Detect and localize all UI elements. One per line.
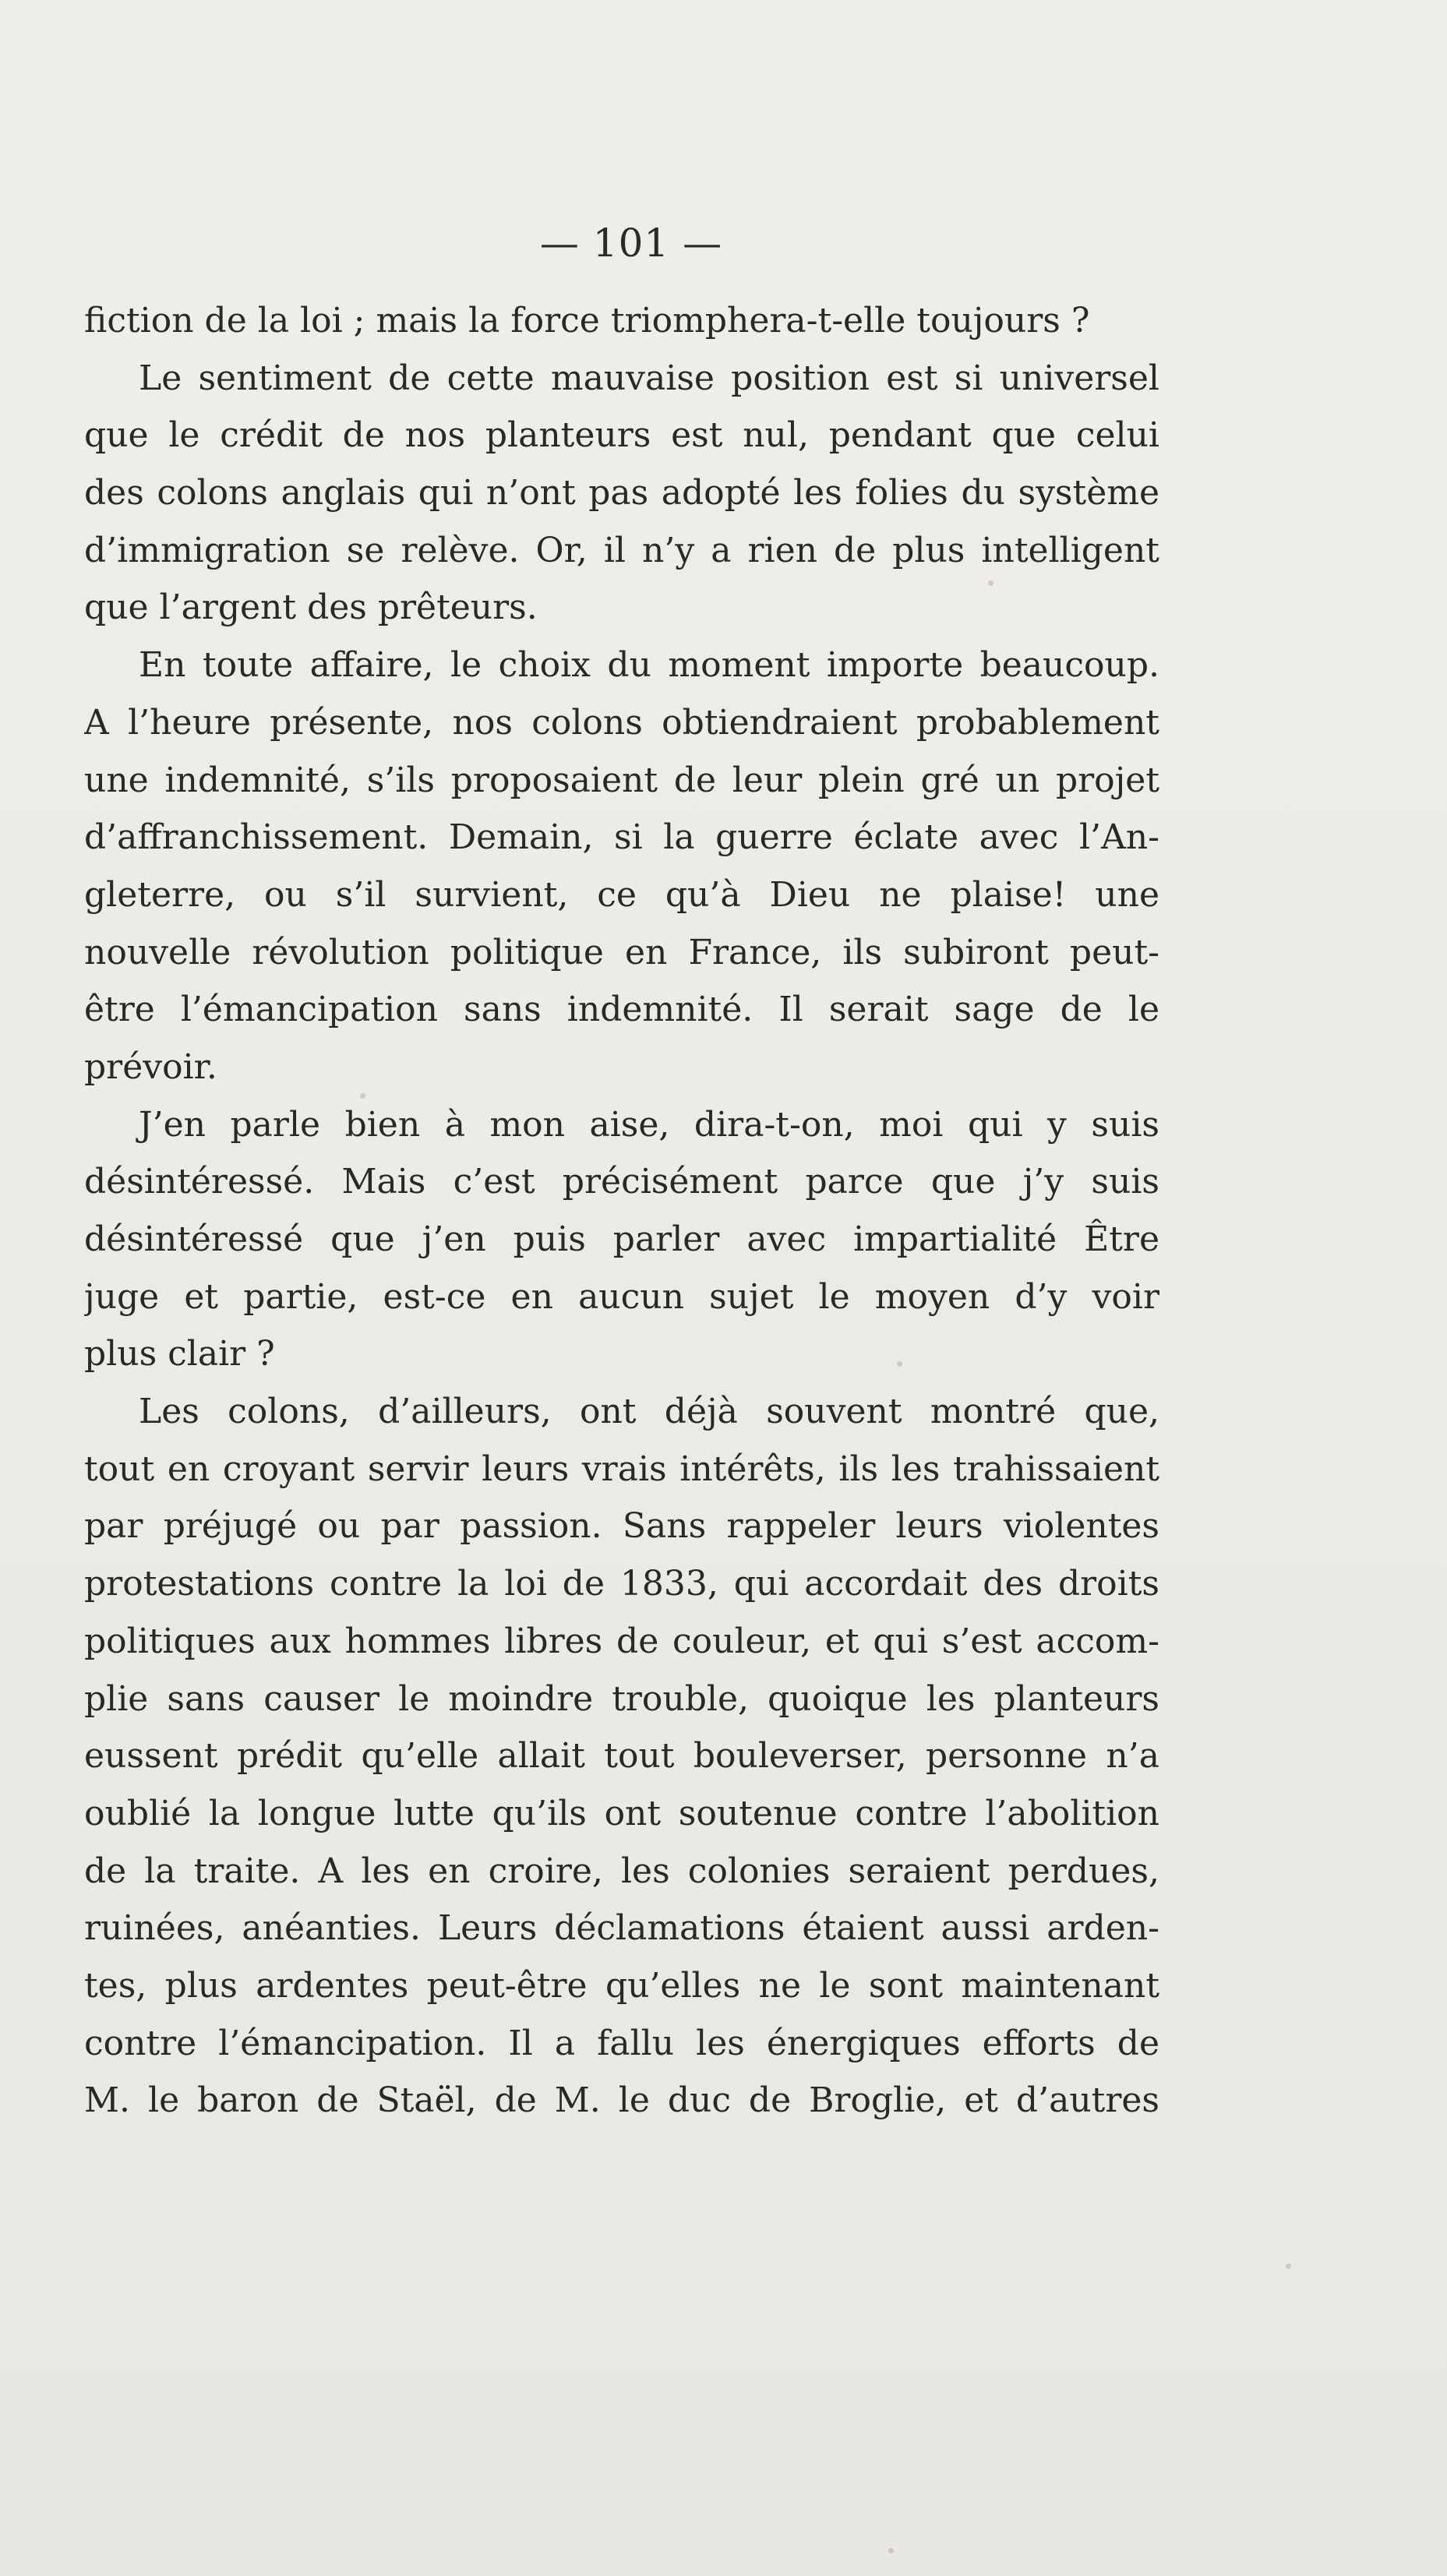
text-line: contre l’émancipation. Il a fallu les énergiques efforts de: [84, 2023, 1159, 2063]
text-line: Le sentiment de cette mauvaise position est si universel: [139, 358, 1159, 398]
text-line: prévoir.: [84, 1046, 217, 1087]
text-line: que l’argent des prêteurs.: [84, 588, 538, 628]
paper-speck: [360, 1093, 365, 1099]
text-line: désintéressé. Mais c’est précisément parce que j’y suis: [84, 1162, 1159, 1202]
text-line: désintéressé que j’en puis parler avec impartialité Être: [84, 1219, 1159, 1259]
text-line: être l’émancipation sans indemnité. Il serait sage de le: [84, 990, 1159, 1030]
text-line: tes, plus ardentes peut-être qu’elles ne le sont maintenant: [84, 1965, 1159, 2006]
paper-speck: [888, 2548, 894, 2553]
text-line: protestations contre la loi de 1833, qui accordait des droits: [84, 1564, 1159, 1604]
text-line: J’en parle bien à mon aise, dira-t-on, moi qui y suis: [139, 1104, 1159, 1145]
text-line: des colons anglais qui n’ont pas adopté les folies du système: [84, 473, 1159, 513]
text-line: juge et partie, est-ce en aucun sujet le moyen d’y voir: [84, 1276, 1159, 1317]
paper-speck: [897, 1361, 902, 1367]
text-line: par préjugé ou par passion. Sans rappeler leurs violentes: [84, 1506, 1159, 1547]
text-line: nouvelle révolution politique en France, ils subiront peut-: [84, 932, 1159, 972]
text-line: ruinées, anéanties. Leurs déclamations étaient aussi arden-: [84, 1908, 1159, 1949]
text-line: d’immigration se relève. Or, il n’y a rien de plus intelligent: [84, 530, 1159, 570]
body-text: [84, 292, 1159, 2130]
text-line: une indemnité, s’ils proposaient de leur plein gré un projet: [84, 760, 1159, 800]
paper-speck: [988, 580, 993, 586]
text-line: M. le baron de Staël, de M. le duc de Broglie, et d’autres: [84, 2080, 1159, 2121]
text-line: tout en croyant servir leurs vrais intérêts, ils les trahissaient: [84, 1449, 1159, 1489]
text-line: plie sans causer le moindre trouble, quoique les planteurs: [84, 1678, 1159, 1719]
text-line: politiques aux hommes libres de couleur, et qui s’est accom-: [84, 1621, 1159, 1661]
text-line: plus clair ?: [84, 1334, 275, 1374]
text-line: oublié la longue lutte qu’ils ont soutenue contre l’abolition: [84, 1793, 1159, 1833]
text-line: d’affranchissement. Demain, si la guerre éclate avec l’An-: [84, 817, 1159, 858]
text-line: fiction de la loi ; mais la force triomphera-t-elle toujours ?: [84, 301, 1090, 341]
text-line: En toute affaire, le choix du moment importe beaucoup.: [139, 645, 1159, 686]
text-line: de la traite. A les en croire, les colonies seraient perdues,: [84, 1851, 1159, 1891]
text-line: que le crédit de nos planteurs est nul, pendant que celui: [84, 415, 1159, 456]
paper-speck: [1286, 2264, 1291, 2269]
page-number: — 101 —: [539, 221, 723, 266]
text-line: A l’heure présente, nos colons obtiendraient probablement: [84, 702, 1159, 743]
text-line: eussent prédit qu’elle allait tout bouleverser, personne n’a: [84, 1736, 1159, 1777]
text-line: Les colons, d’ailleurs, ont déjà souvent montré que,: [139, 1392, 1159, 1432]
text-line: gleterre, ou s’il survient, ce qu’à Dieu ne plaise! une: [84, 874, 1159, 915]
